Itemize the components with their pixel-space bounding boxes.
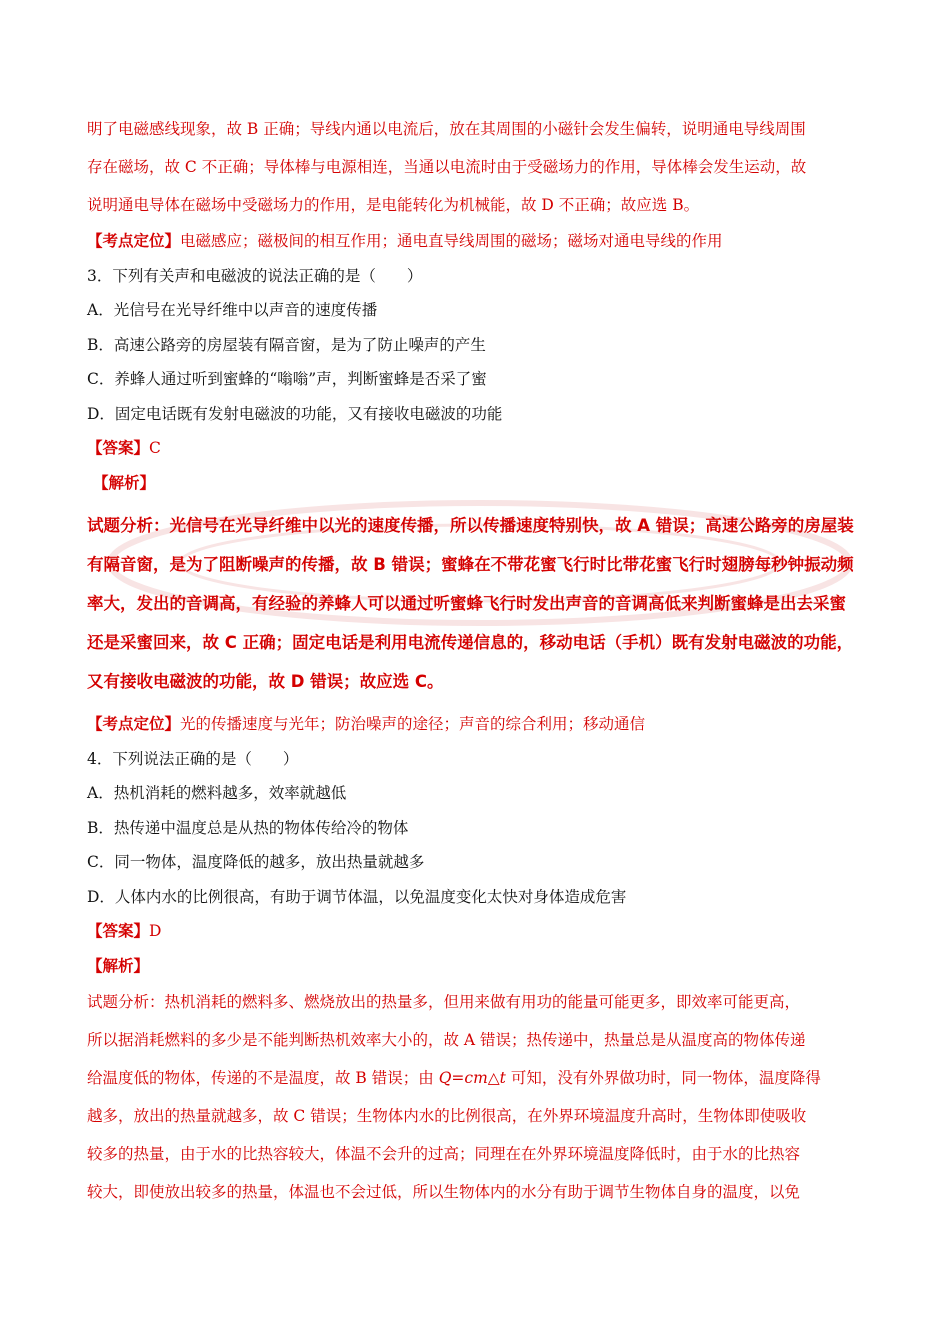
analysis-line bbox=[87, 1059, 867, 1097]
option-d: D．人体内水的比例很高，有助于调节体温，以免温度变化太快对身体造成危害 bbox=[87, 887, 627, 906]
analysis-line: 说明通电导体在磁场中受磁场力的作用，是电能转化为机械能，故 D 不正确；故应选 B。 bbox=[87, 196, 700, 214]
formula: Q=cm△t bbox=[438, 1069, 506, 1087]
option-c: C．养蜂人通过听到蜜蜂的“嗡嗡”声，判断蜜蜂是否采了蜜 bbox=[87, 370, 487, 388]
analysis-line: 所以据消耗燃料的多少是不能判断热机效率大小的，故 A 错误；热传递中，热量总是从温度高的物体传递 bbox=[87, 1031, 806, 1049]
answer-tag: 【答案】 bbox=[87, 921, 150, 940]
analysis-line: 明了电磁感线现象，故 B 正确；导线内通以电流后，放在其周围的小磁针会发生偏转，说明通电导线周围 bbox=[87, 120, 806, 138]
analysis-text: 给温度低的物体，传递的不是温度，故 B 错误；由 bbox=[87, 1069, 439, 1087]
question-4 bbox=[87, 742, 867, 1212]
question-3 bbox=[87, 259, 867, 742]
option-a: A．热机消耗的燃料越多，效率就越低 bbox=[87, 784, 347, 802]
analysis-line: 试题分析：热机消耗的燃料多、燃烧放出的热量多，但用来做有用功的能量可能更多，即效率可能更高， bbox=[87, 993, 801, 1011]
analysis-line: 存在磁场，故 C 不正确；导体棒与电源相连，当通以电流时由于受磁场力的作用，导体棒会发生运动，故 bbox=[87, 158, 807, 176]
prev-analysis bbox=[87, 110, 867, 259]
option-b: B．高速公路旁的房屋装有隔音窗，是为了防止噪声的产生 bbox=[87, 335, 486, 354]
answer-value: D bbox=[149, 922, 162, 940]
analysis-line: 又有接收电磁波的功能，故 D 错误；故应选 C。 bbox=[87, 672, 444, 691]
analysis-line: 有隔音窗，是为了阻断噪声的传播，故 B 错误；蜜蜂在不带花蜜飞行时比带花蜜飞行时翅膀每秒钟振动频 bbox=[87, 555, 854, 574]
option-a: A．光信号在光导纤维中以声音的速度传播 bbox=[87, 301, 378, 319]
question-stem: 3．下列有关声和电磁波的说法正确的是（ ） bbox=[87, 266, 423, 285]
analysis-line: 越多，放出的热量就越多，故 C 错误；生物体内水的比例很高，在外界环境温度升高时，生物体即使吸收 bbox=[87, 1107, 807, 1125]
answer bbox=[87, 914, 867, 949]
knowledge-point-text: 电磁感应；磁极间的相互作用；通电直导线周围的磁场；磁场对通电导线的作用 bbox=[180, 232, 723, 250]
answer-value: C bbox=[149, 439, 161, 457]
option-b: B．热传递中温度总是从热的物体传给冷的物体 bbox=[87, 818, 409, 837]
analysis-line: 还是采蜜回来，故 C 正确；固定电话是利用电流传递信息的，移动电话（手机）既有发射电磁波的功能， bbox=[87, 633, 854, 652]
question-stem: 4．下列说法正确的是（ ） bbox=[87, 749, 299, 768]
analysis-line: 试题分析：光信号在光导纤维中以光的速度传播，所以传播速度特别快，故 A 错误；高速公路旁的房屋装 bbox=[87, 516, 854, 535]
analysis-tag: 【解析】 bbox=[87, 955, 150, 975]
document-body bbox=[87, 110, 867, 1211]
option-d: D．固定电话既有发射电磁波的功能，又有接收电磁波的功能 bbox=[87, 404, 503, 423]
answer bbox=[87, 431, 867, 466]
answer-tag: 【答案】 bbox=[87, 438, 150, 457]
analysis-text: 可知，没有外界做功时，同一物体，温度降得 bbox=[505, 1069, 821, 1087]
analysis-line: 较多的热量，由于水的比热容较大，体温不会升的过高；同理在在外界环境温度降低时，由于水的比热容 bbox=[87, 1145, 801, 1163]
knowledge-point bbox=[87, 707, 867, 742]
knowledge-point-tag: 【考点定位】 bbox=[87, 231, 181, 250]
knowledge-point-tag: 【考点定位】 bbox=[87, 714, 181, 733]
analysis-tag: 【解析】 bbox=[93, 472, 156, 492]
analysis-line: 率大，发出的音调高，有经验的养蜂人可以通过听蜜蜂飞行时发出声音的音调高低来判断蜜蜂是出去采蜜 bbox=[87, 594, 846, 613]
option-c: C．同一物体，温度降低的越多，放出热量就越多 bbox=[87, 853, 425, 871]
knowledge-point-text: 光的传播速度与光年；防治噪声的途径；声音的综合利用；移动通信 bbox=[180, 715, 646, 733]
knowledge-point bbox=[87, 224, 867, 259]
analysis-line: 较大，即使放出较多的热量，体温也不会过低，所以生物体内的水分有助于调节生物体自身的温度，以免 bbox=[87, 1183, 801, 1201]
